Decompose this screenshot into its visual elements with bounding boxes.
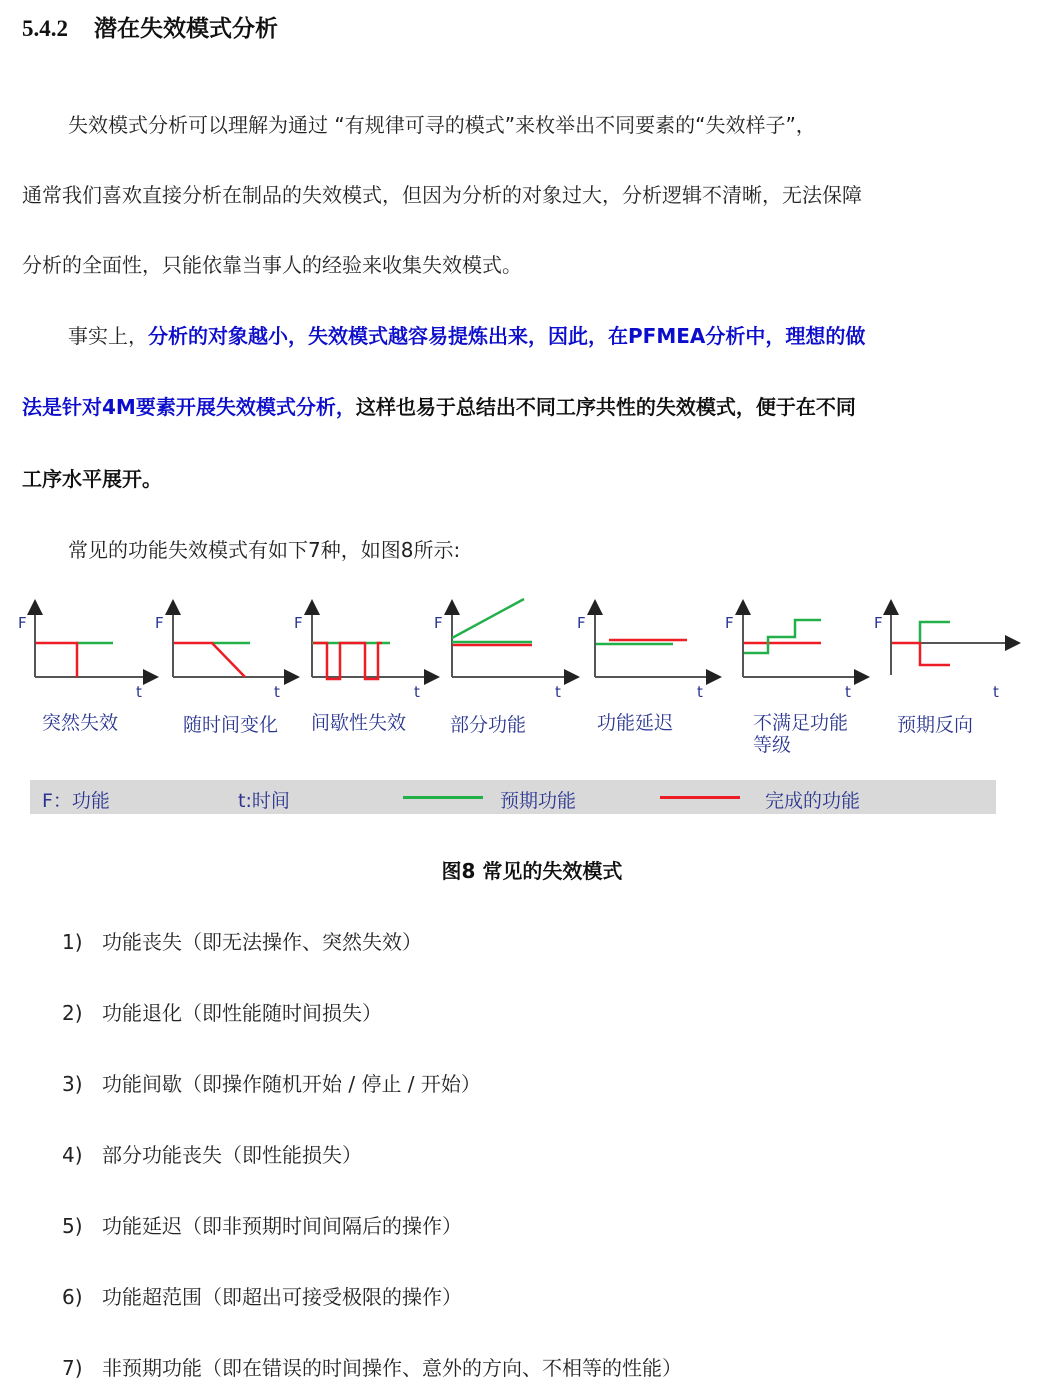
- paragraph-2-emphasis-1: 分析的对象越小，失效模式越容易提炼出来，因此，在PFMEA分析中，理想的做: [148, 324, 866, 348]
- svg-text:F: F: [577, 614, 586, 632]
- svg-text:t: t: [555, 683, 561, 701]
- svg-text:t: t: [845, 683, 851, 701]
- paragraph-2-line-3: 工序水平展开。: [22, 467, 162, 491]
- paragraph-1-line-3: 分析的全面性，只能依靠当事人的经验来收集失效模式。: [22, 253, 522, 277]
- diagram-partial-function: [434, 599, 576, 701]
- svg-text:t: t: [697, 683, 703, 701]
- paragraph-2-emphasis-2: 法是针对4M要素开展失效模式分析，: [22, 395, 356, 419]
- diagram-label-insufficient-level: [753, 712, 848, 756]
- paragraph-2-plain: 事实上，: [68, 324, 148, 348]
- legend-t-definition: t:时间: [238, 790, 290, 812]
- svg-text:F: F: [725, 614, 734, 632]
- svg-text:t: t: [136, 683, 142, 701]
- figure-legend: [30, 780, 996, 814]
- diagram-label-delay: 功能延迟: [597, 712, 674, 734]
- svg-text:F: F: [874, 614, 883, 632]
- list-item: 6) 功能超范围（即超出可接受极限的操作）: [62, 1285, 462, 1309]
- svg-text:F: F: [434, 614, 443, 632]
- diagram-label-sudden-failure: 突然失效: [42, 712, 119, 734]
- diagram-sudden-failure: [18, 603, 155, 701]
- legend-actual-label: 完成的功能: [765, 790, 861, 812]
- diagram-label-degradation: 随时间变化: [183, 714, 279, 736]
- list-item: 1) 功能丧失（即无法操作、突然失效）: [62, 930, 422, 954]
- paragraph-3: 常见的功能失效模式有如下7种，如图8所示:: [68, 538, 461, 562]
- diagram-delay: [577, 603, 718, 701]
- svg-text:F: F: [155, 614, 164, 632]
- paragraph-1-line-2: 通常我们喜欢直接分析在制品的失效模式，但因为分析的对象过大，分析逻辑不清晰，无法保障: [22, 183, 862, 207]
- list-item: 4) 部分功能丧失（即性能损失）: [62, 1143, 362, 1167]
- legend-expected-label: 预期功能: [500, 790, 577, 812]
- diagram-label-reverse: 预期反向: [897, 714, 974, 736]
- diagram-label-insufficient-level-line-2: 等级: [753, 734, 792, 756]
- list-item: 5) 功能延迟（即非预期时间间隔后的操作）: [62, 1214, 462, 1238]
- legend-expected-swatch: [403, 796, 483, 799]
- diagram-label-intermittent: 间歇性失效: [311, 712, 407, 734]
- list-item: 2) 功能退化（即性能随时间损失）: [62, 1001, 382, 1025]
- diagram-label-insufficient-level-line-1: 不满足功能: [753, 712, 849, 734]
- section-title: 潜在失效模式分析: [94, 16, 278, 42]
- paragraph-2-bold-1: 这样也易于总结出不同工序共性的失效模式，便于在不同: [355, 395, 856, 419]
- list-item: 7) 非预期功能（即在错误的时间操作、意外的方向、不相等的性能）: [62, 1356, 682, 1380]
- section-number: 5.4.2: [22, 16, 68, 41]
- svg-text:F: F: [18, 614, 27, 632]
- legend-f-definition: F：功能: [42, 790, 110, 812]
- figure-caption: 图8 常见的失效模式: [441, 859, 623, 883]
- legend-actual-swatch: [660, 796, 740, 799]
- diagram-reverse: [874, 603, 1017, 701]
- paragraph-1-line-1: 失效模式分析可以理解为通过 “有规律可寻的模式”来枚举出不同要素的“失效样子”，: [68, 113, 816, 137]
- list-item: 3) 功能间歇（即操作随机开始 / 停止 / 开始）: [62, 1072, 481, 1096]
- svg-text:t: t: [414, 683, 420, 701]
- svg-text:t: t: [274, 683, 280, 701]
- diagram-degradation: [155, 603, 296, 701]
- diagram-insufficient-level: [725, 603, 866, 701]
- svg-text:t: t: [993, 683, 999, 701]
- diagram-label-partial-function: 部分功能: [450, 714, 527, 736]
- svg-text:F: F: [294, 614, 303, 632]
- diagram-intermittent: [294, 603, 436, 701]
